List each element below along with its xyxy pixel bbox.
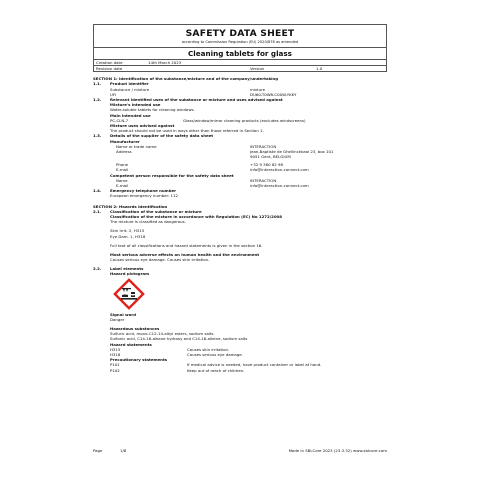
sds-page <box>93 24 387 456</box>
manufacturer-phone-row: Phone +32 9 380 82 98 <box>116 162 283 168</box>
competent-name-row: Name INTERACTION <box>116 177 277 183</box>
page-number: 1/8 <box>120 448 127 453</box>
manufacturer-email-row: E-mail info@interaction-connect.com <box>116 167 309 173</box>
hazard-h315-row: H315 Causes skin irritation. <box>110 346 230 352</box>
subsection-1-4: 1.4. Emergency telephone number <box>93 188 177 194</box>
competent-email-row: E-mail info@interaction-connect.com <box>116 183 309 189</box>
revision-date-row: Revision date Version 1.0 <box>94 65 386 71</box>
manufacturer-address-row: Address Jean-Baptiste de Ghellinckkaai 23, box 101 <box>116 148 334 154</box>
document-title: SAFETY DATA SHEET <box>185 28 295 39</box>
main-use-row: PC-CLN-7 Glass/window/mirror cleaning products (excludes windscreens) <box>110 117 306 123</box>
corrosion-pictogram <box>113 278 407 312</box>
made-in-note: Made in SBLCore 2023 (23.3.32) www.sblcore.com <box>288 448 387 453</box>
precaution-p102-row: P102 Keep out of reach of children. <box>110 367 245 373</box>
section-1-heading: SECTION 1: Identification of the substance/mixture and of the company/undertaking <box>93 76 279 82</box>
substance-row: Substance / mixture mixture <box>110 86 266 92</box>
creation-date-row: Creation date 14th March 2023 <box>94 59 386 65</box>
document-body: SECTION 1: Identification of the substance/mixture and of the company/undertaking 1.1. Product identifier Substance / mixture mixture UFI DU60-T0W8-C00W-YKKY 1.2. Relevant identified uses of the substance or mixture and uses advised against Mixture's intended use Water-soluble tablets for cleaning windows. Main intended use PC-CLN-7 Glass/window/mirror cleaning products (excludes windscreens) Mixture uses advised against The product should not be used in ways other than those referred in Section 1. 1.3. Details of the supplier of the safety data sheet Manufacturer Name or trade name INTERACTION Address Jean-Baptiste de Ghellinckkaai 23, box 101 9051 Gent, BELGIUM Phone +32 9 380 82 98 E-mail info@interaction-connect.com Competent person responsible for the safety data sheet Name INTERACTION E-mail info@interaction-connect.com 1.4. Emergency telephone number European emergency number: 112 SECTION 2: Hazards identification 2.1. Classification of the substance or mixture Classification of the mixture in accordance with Regulation (EC) No 1272/2008 The mixture is classified as dangerous. Skin Irrit. 2, H315 Eye Dam. 1, H318 Full text of all classifications and hazard statements is given in the section 16. Most serious adverse effects on human health and the environment Causes serious eye damage. Causes skin irritation. 2.2. Label elements Hazard pictogram Signal word Danger Hazardous substances Sulfuric acid, mono-C12-14-alkyl esters, sodium salts Sulfonic acid, C14-16-alkane hydroxy and C14-16-alkene, sodium salts Hazard statements H315 Causes skin irritation. H318 Causes serious eye damage. Precautionary statements P101 If medical advice is needed, have product container or label at hand. P102 Keep out of reach of children. <box>93 76 387 372</box>
subsection-2-2: 2.2. Label elements <box>93 266 144 272</box>
regulation-line: according to Commission Regulation (EU) 2020/878 as amended <box>181 40 299 44</box>
section-2-heading: SECTION 2: Hazards identification <box>93 203 168 209</box>
precaution-p101-row: P101 If medical advice is needed, have product container or label at hand. <box>110 362 322 368</box>
subsection-1-3: 1.3. Details of the supplier of the safety data sheet <box>93 133 214 139</box>
subsection-1-1: 1.1. Product identifier <box>93 81 149 87</box>
document-header <box>93 24 387 72</box>
product-name: Cleaning tablets for glass <box>94 47 386 59</box>
manufacturer-name-row: Name or trade name INTERACTION <box>116 143 277 149</box>
ufi-row: UFI DU60-T0W8-C00W-YKKY <box>110 91 297 97</box>
page-label: Page <box>93 448 103 453</box>
corrosion-icon <box>113 278 145 310</box>
subsection-1-2: 1.2. Relevant identified uses of the substance or mixture and uses advised against <box>93 97 283 103</box>
hazard-h318-row: H318 Causes serious eye damage. <box>110 351 243 357</box>
subsection-2-1: 2.1. Classification of the substance or mixture <box>93 208 202 214</box>
